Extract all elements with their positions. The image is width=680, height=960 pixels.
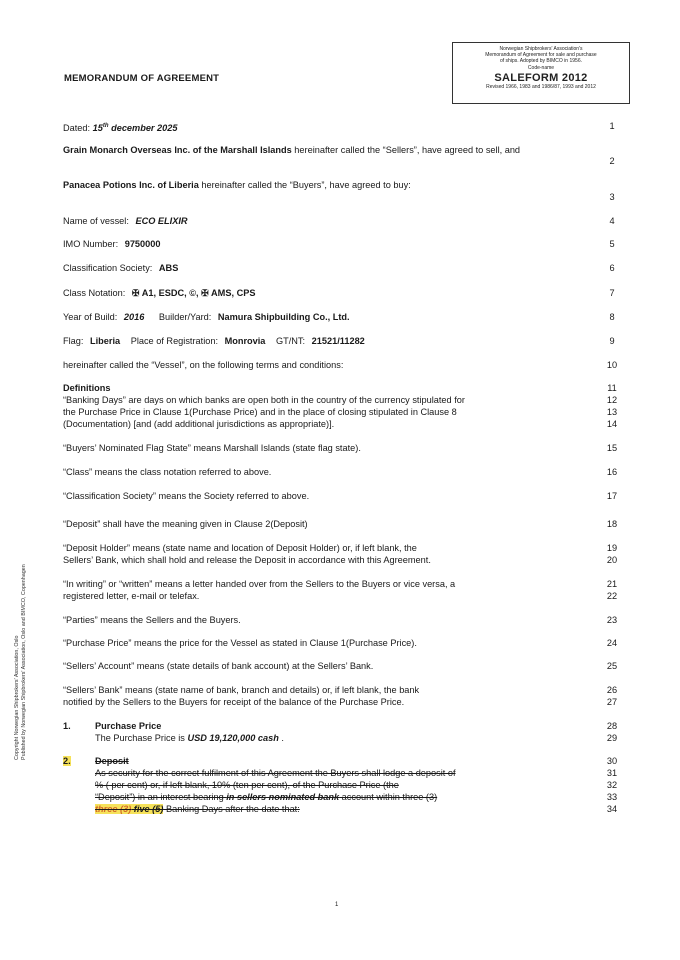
- terms-line: hereinafter called the “Vessel”, on the following terms and conditions:: [63, 360, 344, 370]
- side-copyright: [14, 564, 28, 760]
- imo-line: IMO Number: 9750000: [63, 239, 161, 249]
- def-deposit: “Deposit” shall have the meaning given in Clause 2(Deposit): [63, 519, 308, 529]
- dated-value: 15th december 2025: [92, 123, 178, 134]
- clause-1-text: The Purchase Price is USD 19,120,000 cash .: [95, 733, 284, 743]
- line-number: 13: [606, 407, 618, 417]
- flag: Liberia: [90, 336, 121, 346]
- def-sellers-bank: “Sellers’ Bank” means (state name of bank, branch and details) or, if left blank, the bank: [63, 685, 420, 695]
- def-sellers-account: “Sellers’ Account” means (state details of bank account) at the Sellers’ Bank.: [63, 661, 374, 671]
- imo-number: 9750000: [124, 239, 161, 249]
- buyers-name: Panacea Potions Inc. of Liberia: [63, 180, 199, 190]
- line-number: 30: [606, 756, 618, 766]
- code-box-line: Norwegian Shipbrokers' Association's: [499, 46, 583, 52]
- def-purchase-price: “Purchase Price” means the price for the Vessel as stated in Clause 1(Purchase Price).: [63, 638, 417, 648]
- line-number: 24: [606, 638, 618, 648]
- line-number: 11: [607, 383, 617, 393]
- buyers-line: Panacea Potions Inc. of Liberia hereinafter called the “Buyers”, have agreed to buy:: [63, 180, 411, 190]
- document-title: MEMORANDUM OF AGREEMENT: [64, 73, 220, 84]
- ordinal-suffix: th: [102, 123, 109, 129]
- class-notation-line: Class Notation: ✠ A1, ESDC, ©, ✠ AMS, CPS: [63, 288, 256, 298]
- vessel-name-line: Name of vessel: ECO ELIXIR: [63, 216, 188, 226]
- flag-line: Flag: Liberia Place of Registration: Monrovia GT/NT: 21521/11282: [63, 336, 365, 346]
- def-parties: “Parties” means the Sellers and the Buyers.: [63, 615, 241, 625]
- def-in-writing: registered letter, e-mail or telefax.: [63, 591, 200, 601]
- def-sellers-bank: notified by the Sellers to the Buyers for receipt of the balance of the Purchase Price.: [63, 697, 405, 707]
- page-number: 1: [335, 902, 339, 908]
- def-in-writing: “In writing” or “written” means a letter handed over from the Sellers to the Buyers or vice versa, a: [63, 579, 456, 589]
- line-number: 26: [606, 685, 618, 695]
- line-number: 33: [606, 792, 618, 802]
- line-number: 12: [606, 395, 618, 405]
- line-number: 25: [606, 661, 618, 671]
- line-number: 31: [606, 768, 618, 778]
- clause-2-title: Deposit: [95, 756, 129, 766]
- line-number: 10: [606, 360, 618, 370]
- amended-text: five (5): [131, 804, 164, 814]
- line-number: 14: [606, 419, 618, 429]
- place-of-registration: Monrovia: [224, 336, 266, 346]
- def-deposit-holder: Sellers’ Bank, which shall hold and release the Deposit in accordance with this Agreement.: [63, 555, 431, 565]
- sellers-line: Grain Monarch Overseas Inc. of the Marshall Islands hereinafter called the “Sellers”, have agreed to sell, and: [63, 145, 521, 155]
- clause-1-number: 1.: [63, 721, 71, 731]
- class-society-line: Classification Society: ABS: [63, 263, 179, 273]
- line-number: 22: [606, 591, 618, 601]
- clause-2-text: three (3) five (5) Banking Days after the date that:: [95, 804, 300, 814]
- line-number: 18: [606, 519, 618, 529]
- line-number: 7: [609, 288, 615, 298]
- clause-2-number: 2.: [63, 756, 71, 766]
- line-number: 8: [609, 312, 615, 322]
- line-number: 19: [606, 543, 618, 553]
- line-number: 23: [606, 615, 618, 625]
- builder-yard: Namura Shipbuilding Co., Ltd.: [217, 312, 350, 322]
- year-builder-line: Year of Build: 2016 Builder/Yard: Namura Shipbuilding Co., Ltd.: [63, 312, 350, 322]
- line-number: 1: [609, 121, 615, 131]
- clause-2-text: As security for the correct fulfilment of this Agreement the Buyers shall lodge a deposit of: [95, 768, 456, 778]
- def-banking-days: the Purchase Price in Clause 1(Purchase Price) and in the place of closing stipulated in Clause 8: [63, 407, 457, 417]
- code-box-line: Code-name: [527, 64, 555, 71]
- saleform-code-name: SALEFORM 2012: [494, 71, 588, 84]
- sellers-name: Grain Monarch Overseas Inc. of the Marshall Islands: [63, 145, 292, 155]
- amended-text: three (3): [95, 804, 132, 814]
- dated-line: Dated: 15th december 2025: [63, 123, 178, 134]
- line-number: 9: [609, 336, 615, 346]
- line-number: 15: [606, 443, 618, 453]
- line-number: 6: [609, 263, 615, 273]
- line-number: 2: [609, 156, 615, 166]
- class-society: ABS: [158, 263, 179, 273]
- line-number: 34: [606, 804, 618, 814]
- line-number: 21: [606, 579, 618, 589]
- line-number: 32: [606, 780, 618, 790]
- line-number: 5: [609, 239, 615, 249]
- code-box-line: Memorandum of Agreement for sale and purchase: [485, 52, 597, 59]
- line-number: 3: [609, 192, 615, 202]
- def-class: “Class” means the class notation referred to above.: [63, 467, 272, 477]
- line-number: 16: [606, 467, 618, 477]
- line-number: 28: [606, 721, 618, 731]
- code-name-box: [452, 42, 630, 104]
- line-number: 20: [606, 555, 618, 565]
- def-deposit-holder: “Deposit Holder” means (state name and location of Deposit Holder) or, if left blank, the: [63, 543, 417, 553]
- def-banking-days: “Banking Days” are days on which banks are open both in the country of the currency stipulated for: [63, 395, 465, 405]
- definitions-heading: Definitions: [63, 383, 111, 393]
- gt-nt: 21521/11282: [311, 336, 365, 346]
- line-number: 29: [606, 733, 618, 743]
- class-notation: ✠ A1, ESDC, ©, ✠ AMS, CPS: [131, 288, 256, 298]
- revision-note: Revised 1966, 1983 and 1986/87, 1993 and 2012: [486, 83, 596, 90]
- vessel-name: ECO ELIXIR: [135, 216, 188, 226]
- line-number: 4: [609, 216, 615, 226]
- clause-2-text: % ( per cent) or, if left blank, 10% (ten per cent), of the Purchase Price (the: [95, 780, 399, 790]
- code-box-line: of ships. Adopted by BIMCO in 1956.: [500, 58, 582, 65]
- line-number: 27: [606, 697, 618, 707]
- copyright-line: Published by Norwegian Shipbrokers' Association, Oslo and BIMCO, Copenhagen: [21, 564, 27, 760]
- line-number: 17: [606, 491, 618, 501]
- inserted-text: in sellers nominated bank: [226, 792, 340, 802]
- purchase-price-value: USD 19,120,000 cash: [187, 733, 279, 743]
- year-of-build: 2016: [123, 312, 145, 322]
- clause-1-title: Purchase Price: [95, 721, 162, 731]
- copyright-line: Copyright Norwegian Shipbrokers' Association, Oslo: [14, 635, 20, 760]
- clause-2-text: “Deposit”) in an interest bearing in sellers nominated bank account within three (3): [95, 792, 438, 802]
- def-class-society: “Classification Society” means the Society referred to above.: [63, 491, 310, 501]
- def-flag-state: “Buyers’ Nominated Flag State” means Marshall Islands (state flag state).: [63, 443, 361, 453]
- def-banking-days: (Documentation) [and (add additional jurisdictions as appropriate)].: [63, 419, 335, 429]
